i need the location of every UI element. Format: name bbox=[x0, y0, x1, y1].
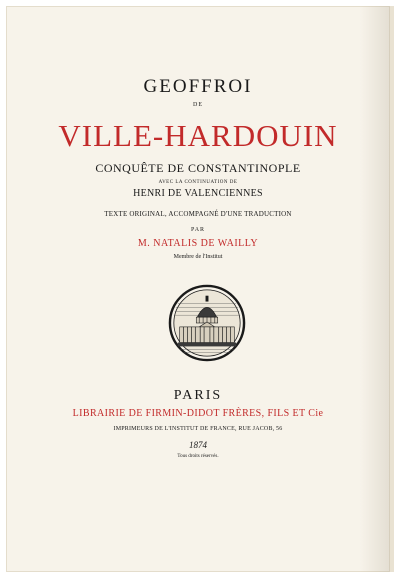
publisher-name: LIBRAIRIE DE FIRMIN-DIDOT FRÈRES, FILS ET Cie bbox=[72, 408, 324, 419]
book-title: CONQUÊTE DE CONSTANTINOPLE bbox=[95, 161, 301, 175]
author-first-name: GEOFFROI bbox=[143, 76, 253, 97]
publication-year: 1874 bbox=[189, 440, 207, 450]
editor-name: M. NATALIS DE WAILLY bbox=[137, 238, 259, 249]
rights-notice: Tous droits réservés. bbox=[177, 454, 219, 459]
by-label: PAR bbox=[190, 227, 206, 233]
author-last-name: VILLE-HARDOUIN bbox=[58, 118, 338, 153]
printer-note: IMPRIMEURS DE L'INSTITUT DE FRANCE, RUE JACOB, 56 bbox=[113, 426, 283, 432]
author-particle: DE bbox=[193, 102, 203, 108]
edition-note: TEXTE ORIGINAL, ACCOMPAGNÉ D'UNE TRADUCTION bbox=[104, 210, 292, 218]
publication-city: PARIS bbox=[173, 388, 223, 403]
continuation-label: AVEC LA CONTINUATION DE bbox=[158, 180, 238, 185]
editor-role: Membre de l'Institut bbox=[173, 254, 223, 260]
institut-dome-icon bbox=[168, 284, 246, 362]
title-page bbox=[6, 6, 394, 572]
continuator-name: HENRI DE VALENCIENNES bbox=[133, 188, 263, 199]
